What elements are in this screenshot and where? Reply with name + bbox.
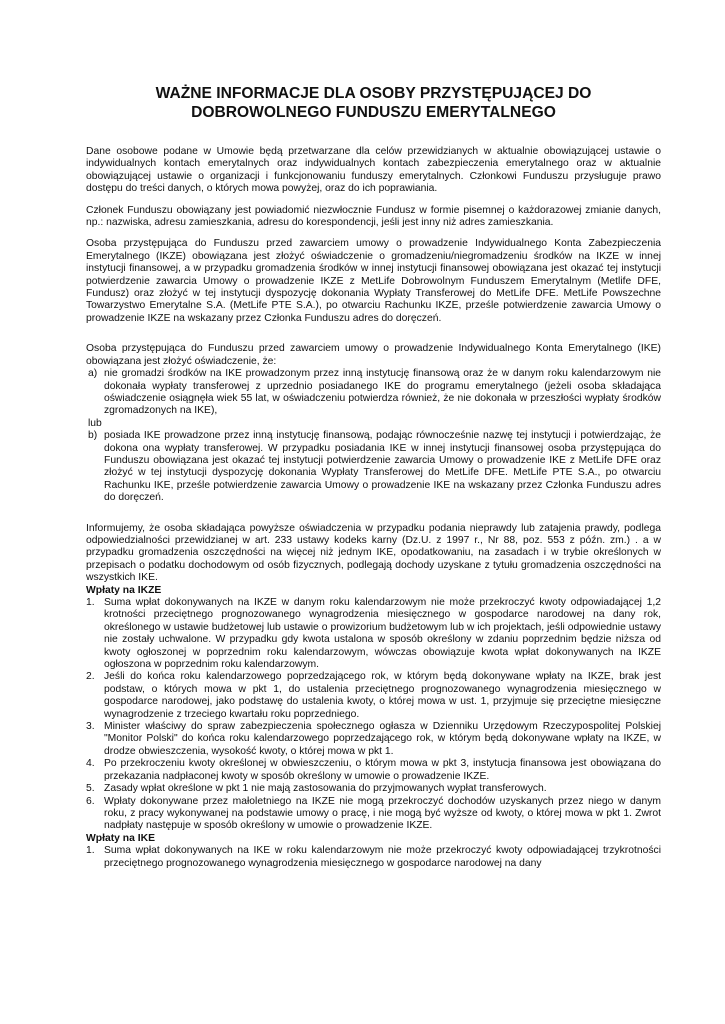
list-marker-b: b) — [88, 430, 98, 442]
paragraph-personal-data: Dane osobowe podane w Umowie będą przetwarzane dla celów przewidzianych w aktualnie obowiązującej ustawie o indywidualnych kontach emerytalnych oraz indywidualnych kontach zabezpieczenia emerytalnego oraz w aktualnie obowiązującej ustawie o organizacji i funkcjonowaniu funduszy emerytalnych. Członkowi Funduszu przysługuje prawo dostępu do treści danych, o których mowa powyżej, oraz do ich poprawiania. — [86, 146, 661, 195]
list-marker: 1. — [86, 597, 95, 608]
list-text: Po przekroczeniu kwoty określonej w obwieszczeniu, o którym mowa w pkt 3, instytucja finansowa jest obowiązana do przekazania nadpłaconej kwoty w sposób określony w umowie o prowadzenie IKZE. — [104, 758, 661, 782]
ikze-rules-list — [86, 597, 661, 833]
ikze-rule-6 — [86, 796, 661, 833]
ike-rule-1 — [86, 845, 661, 870]
list-marker-a: a) — [88, 368, 98, 380]
list-marker: 1. — [86, 845, 95, 857]
ikze-rule-2 — [86, 671, 661, 721]
list-text: Jeśli do końca roku kalendarzowego poprzedzającego rok, w którym będą dokonywane wpłaty na IKZE, brak jest podstaw, o których mowa w pkt 1, do ustalenia przeciętnego prognozowanego wynagrodzenia miesięcznego w gospodarce narodowej, jako podstawę do ustalenia kwoty, o której mowa w ust. 1, przyjmuje się przeciętne miesięczne wynagrodzenie z trzeciego kwartału roku poprzedniego. — [104, 671, 661, 720]
list-text: Wpłaty dokonywane przez małoletniego na IKZE nie mogą przekroczyć dochodów uzyskanych przez niego w danym roku, z pracy wykonywanej na podstawie umowy o pracę, i nie mogą być wyższe od kwoty, o której mowa w pkt 1. Zwrot nadpłaty następuje w sposób określony w umowie o prowadzenie IKZE. — [104, 795, 661, 832]
list-item-b — [86, 430, 661, 504]
section-heading-ikze: Wpłaty na IKZE — [86, 584, 162, 596]
title-line-1: WAŻNE INFORMACJE DLA OSOBY PRZYSTĘPUJĄCEJ DO — [155, 85, 592, 102]
ike-rules-list — [86, 845, 661, 870]
ikze-rule-1 — [86, 597, 661, 671]
paragraph-liability-notice: Informujemy, że osoba składająca powyższe oświadczenia w przypadku podania nieprawdy lub zatajenia prawdy, podlega odpowiedzialności przewidzianej w art. 233 ustawy kodeks karny (Dz.U. z 1997 r., Nr 88, poz. 553 z późn. zm.) . a w przypadku gromadzenia oszczędności na więcej niż jednym IKE, opodatkowaniu, na zasadach i w trybie określonych w przepisach o podatku dochodowym od osób fizycznych, podlegają dochody uzyskane z tytułu gromadzenia oszczędności na wszystkich IKE. — [86, 522, 661, 584]
section-heading-ike: Wpłaty na IKE — [86, 832, 155, 844]
list-marker: 4. — [86, 758, 95, 770]
paragraph-ike-intro: Osoba przystępująca do Funduszu przed zawarciem umowy o prowadzenie Indywidualnego Konta Emerytalnego (IKE) obowiązana jest złożyć oświadczenie, że: — [86, 343, 661, 367]
list-marker: 2. — [86, 671, 95, 683]
list-text: Suma wpłat dokonywanych na IKE w roku kalendarzowym nie może przekroczyć kwoty odpowiadającej trzykrotności przeciętnego prognozowanego wynagrodzenia miesięcznego w gospodarce narodowej na dany — [104, 845, 661, 869]
document-title — [86, 84, 661, 122]
list-marker: 5. — [86, 783, 95, 795]
list-text: Minister właściwy do spraw zabezpieczenia społecznego ogłasza w Dzienniku Urzędowym Rzeczypospolitej Polskiej "Monitor Polski" do końca roku kalendarzowego poprzedzającego rok, w którym będą dokonywane wpłaty na IKZE, w drodze obwieszczenia, wysokość kwoty, o której mowa w pkt 1. — [104, 721, 661, 757]
ike-statement-list — [86, 368, 661, 504]
list-text: Zasady wpłat określone w pkt 1 nie mają zastosowania do przyjmowanych wypłat transferowych. — [104, 783, 547, 795]
paragraph-member-obligation: Członek Funduszu obowiązany jest powiadomić niezwłocznie Fundusz w formie pisemnej o każdorazowej zmianie danych, np.: nazwiska, adresu zamieszkania, adresu do korespondencji, jeśli jest inny niż adres zamieszkania. — [86, 204, 661, 229]
list-text: Suma wpłat dokonywanych na IKZE w danym roku kalendarzowym nie może przekroczyć kwoty odpowiadającej 1,2 krotności przeciętnego prognozowanego wynagrodzenia miesięcznego w gospodarce narodowej na dany rok, określonego w ustawie budżetowej lub ustawie o prowizorium budżetowym lub w ich projektach, jeśli odpowiednie ustawy nie zostały uchwalone. W przypadku gdy kwota ustalona w sposób określony w zdaniu poprzednim będzie niższa od kwoty ogłoszonej w poprzednim roku kalendarzowym, wówczas obowiązuje kwota wpłat dokonywanych na IKZE ogłoszona w poprzednim roku kalendarzowym. — [104, 597, 661, 671]
or-separator: lub — [88, 417, 102, 429]
ikze-rule-5 — [86, 783, 661, 795]
list-text-b: posiada IKE prowadzone przez inną instytucję finansową, podając równocześnie nazwę tej instytucji i potwierdzając, że dokona ona wypłaty transferowej. W przypadku posiadania IKE w innej instytucji finansowej osoba przystępująca do Funduszu obowiązana jest okazać tej instytucji potwierdzenie zawarcia Umowy o prowadzenie IKE z MetLife DFE oraz złożyć w tej instytucji dyspozycję dokonania Wypłaty Transferowej do MetLife DFE. MetLife PTE S.A., po otwarciu Rachunku IKE, prześle potwierdzenie zawarcia Umowy o prowadzenie IKE na wskazany przez Członka Funduszu adres do doręczeń. — [104, 430, 661, 504]
list-marker: 6. — [86, 795, 95, 807]
list-text-a: nie gromadzi środków na IKE prowadzonym przez inną instytucję finansową oraz że w danym roku kalendarzowym nie dokonała wypłaty transferowej z uprzednio posiadanego IKE do programu emerytalnego (jeżeli osoba składająca oświadczenie osiągnęła wiek 55 lat, w oświadczeniu potwierdza również, że nie dokonała w przeszłości wypłaty środków zgromadzonych na IKE), — [104, 368, 661, 417]
ikze-rule-4 — [86, 758, 661, 783]
ikze-rule-3 — [86, 721, 661, 758]
list-marker: 3. — [86, 721, 95, 733]
title-line-2: DOBROWOLNEGO FUNDUSZU EMERYTALNEGO — [191, 104, 556, 121]
list-item-a — [86, 368, 661, 418]
paragraph-ikze-statement: Osoba przystępująca do Funduszu przed zawarciem umowy o prowadzenie Indywidualnego Konta Zabezpieczenia Emerytalnego (IKZE) obowiązana jest złożyć oświadczenie o gromadzeniu/niegromadzeniu środków na IKZE w innej instytucji finansowej, a w przypadku gromadzenia środków w innej instytucji finansowej obowiązana jest okazać tej instytucji potwierdzenie zawarcia Umowy o prowadzenie IKZE z MetLife Dobrowolnym Funduszem Emerytalnym (Metlife DFE, Fundusz) oraz złożyć w tej instytucji dyspozycję dokonania Wypłaty Transferowej do MetLife DFE. MetLife Powszechne Towarzystwo Emerytalne S.A. (MetLife PTE S.A.), po otwarciu Rachunku IKZE, prześle potwierdzenie zawarcia Umowy o prowadzenie IKZE na wskazany przez Członka Funduszu adres do doręczeń. — [86, 238, 661, 324]
